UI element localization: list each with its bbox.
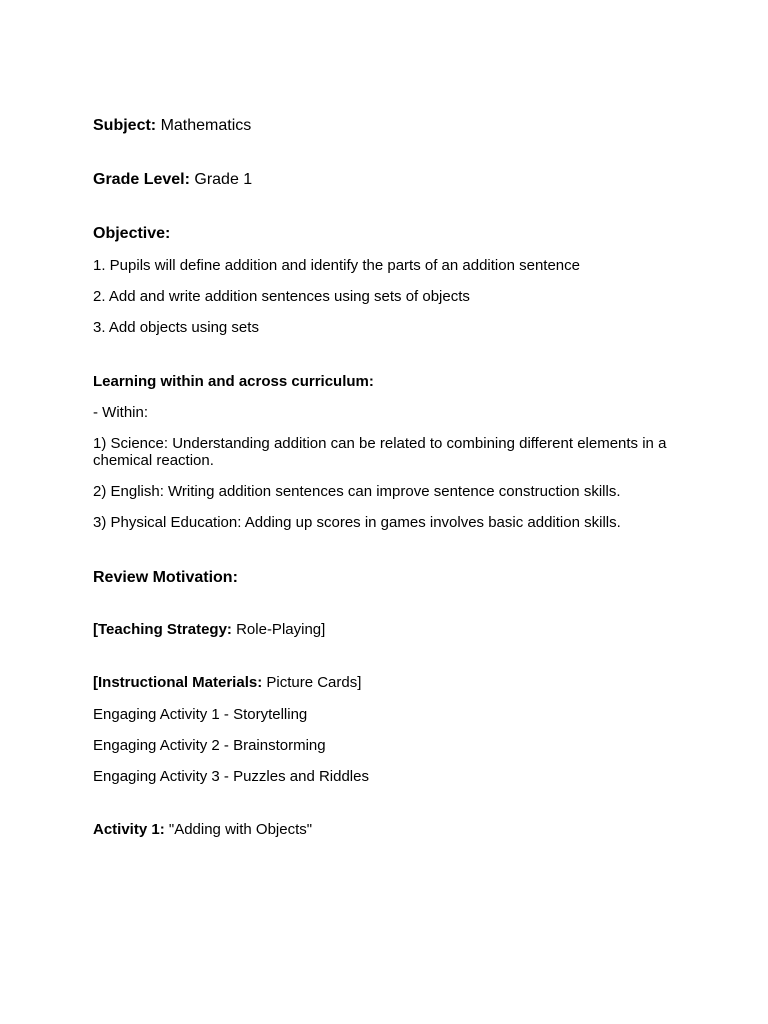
instructional-materials-value: Picture Cards] [262, 674, 362, 691]
learning-item-pe: 3) Physical Education: Adding up scores in games involves basic addition skills. [93, 514, 621, 531]
learning-item-english: 2) English: Writing addition sentences can improve sentence construction skills. [93, 483, 621, 500]
instructional-materials-line [93, 674, 693, 691]
objective-item-3: 3. Add objects using sets [93, 319, 259, 336]
learning-item-science: 1) Science: Understanding addition can be related to combining different elements in a chemical reaction. [93, 435, 667, 469]
grade-level-line [93, 170, 693, 189]
subject-label: Subject: [93, 117, 157, 134]
instructional-materials-label: Instructional Materials: [98, 674, 263, 691]
learning-heading: Learning within and across curriculum: [93, 373, 374, 390]
engaging-activity-2: Engaging Activity 2 - Brainstorming [93, 737, 326, 754]
objective-item-1: 1. Pupils will define addition and identify the parts of an addition sentence [93, 257, 580, 274]
objective-item-2: 2. Add and write addition sentences using sets of objects [93, 288, 470, 305]
engaging-activity-3: Engaging Activity 3 - Puzzles and Riddles [93, 768, 369, 785]
objective-heading: Objective: [93, 225, 171, 242]
teaching-strategy-bracket: [ [93, 621, 98, 638]
instructional-materials-bracket: [ [93, 674, 98, 691]
activity-1-label: Activity 1: [93, 821, 165, 838]
activity-1-title: "Adding with Objects" [164, 821, 313, 838]
teaching-strategy-label: Teaching Strategy: [98, 621, 232, 638]
review-motivation-heading: Review Motivation: [93, 569, 238, 586]
teaching-strategy-value: Role-Playing] [231, 621, 326, 638]
grade-level-label: Grade Level: [93, 171, 190, 188]
grade-level-value: Grade 1 [189, 171, 253, 188]
subject-value: Mathematics [156, 117, 252, 134]
activity-1-line [93, 821, 693, 838]
learning-within-label: - Within: [93, 404, 149, 421]
engaging-activity-1: Engaging Activity 1 - Storytelling [93, 706, 308, 723]
teaching-strategy-line [93, 621, 693, 638]
subject-line [93, 116, 693, 135]
